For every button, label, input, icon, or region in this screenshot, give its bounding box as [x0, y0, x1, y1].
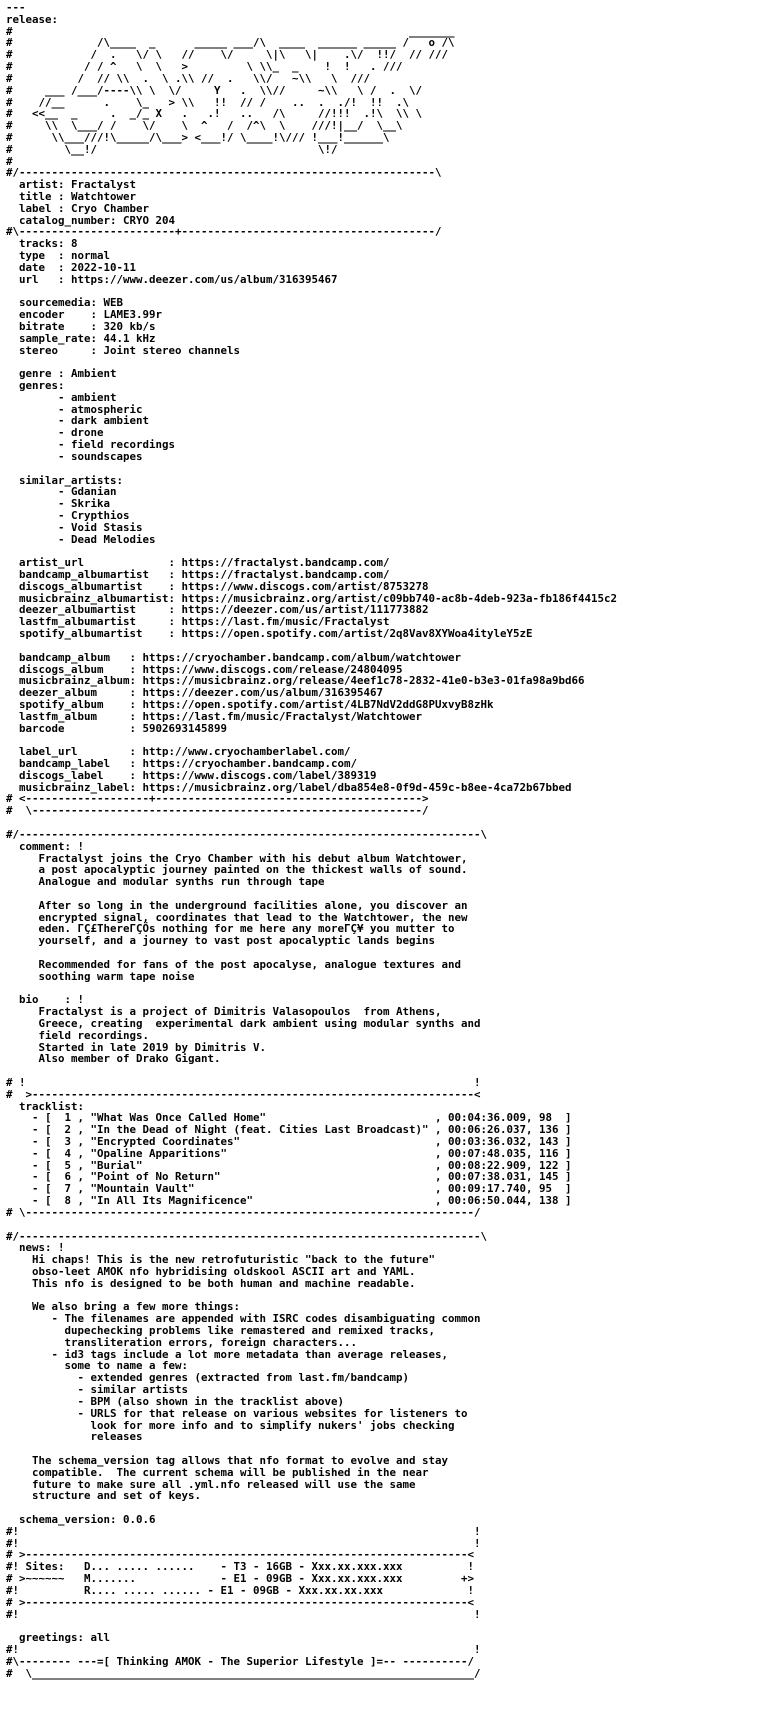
nfo-line: #! Sites: D... ..... ...... - T3 - 16GB - Xxx.xx.xxx.xxx !: [6, 1560, 475, 1574]
nfo-line: #\-------- ---=[ Thinking AMOK - The Superior Lifestyle ]=-- ----------/: [6, 1654, 475, 1668]
nfo-line: url : https://www.deezer.com/us/album/316395467: [6, 272, 338, 286]
nfo-line: The schema_version tag allows that nfo format to evolve and stay: [6, 1453, 449, 1467]
nfo-line: # \------------------------------------------------------------/: [6, 804, 429, 818]
nfo-line: # / / ^ \ \ > \ \\_ _ ! ! . ///: [6, 60, 403, 74]
nfo-line: #! !: [6, 1607, 481, 1621]
nfo-line: - [ 2 , "In the Dead of Night (feat. Cities Last Broadcast)" , 00:06:26.037, 136 ]: [6, 1123, 572, 1137]
nfo-line: #! !: [6, 1524, 481, 1538]
nfo-line: deezer_album : https://deezer.com/us/album/316395467: [6, 686, 384, 700]
nfo-line: bandcamp_albumartist : https://fractalyst.bandcamp.com/: [6, 568, 390, 581]
nfo-line: Greece, creating experimental dark ambient using modular synths and: [6, 1016, 481, 1030]
nfo-line: - soundscapes: [6, 449, 143, 463]
nfo-line: #/-----------------------------------------------------------------------\: [6, 1229, 488, 1243]
nfo-line: #/-----------------------------------------------------------------------\: [6, 827, 488, 841]
nfo-line: - Crypthios: [6, 508, 130, 522]
nfo-line: #: [6, 154, 13, 168]
nfo-line: - [ 6 , "Point of No Return" , 00:07:38.031, 145 ]: [6, 1170, 572, 1184]
nfo-line: - [ 5 , "Burial" , 00:08:22.909, 122 ]: [6, 1158, 572, 1172]
nfo-line: bandcamp_label : https://cryochamber.bandcamp.com/: [6, 757, 358, 770]
nfo-line: Fractalyst joins the Cryo Chamber with his debut album Watchtower,: [6, 851, 468, 865]
nfo-line: barcode : 5902693145899: [6, 721, 228, 735]
nfo-line: # _______: [6, 24, 455, 38]
nfo-line: sample_rate: 44.1 kHz: [6, 331, 156, 345]
nfo-line: # //__ . \_ > \\ !! // / .. . ./! !! .\: [6, 95, 410, 109]
nfo-line: #\------------------------+---------------------------------------/: [6, 225, 442, 239]
nfo-line: dupechecking problems like remastered and remixed tracks,: [6, 1324, 436, 1337]
nfo-line: encrypted signal, coordinates that lead to the Watchtower, the new: [6, 910, 468, 924]
nfo-line: label_url : http://www.cryochamberlabel.com/: [6, 745, 351, 759]
nfo-line: - id3 tags include a lot more metadata than average releases,: [6, 1347, 449, 1361]
nfo-line: # / // \\ . \ .\\ // . \\/ ~\\ \ ///: [6, 71, 371, 85]
nfo-line: # \\___///!\_____/\___> <___!/ \____!\/// !___!______\: [6, 130, 390, 144]
nfo-line: structure and set of keys.: [6, 1489, 202, 1503]
nfo-line: - Dead Melodies: [6, 532, 156, 546]
nfo-line: # >~~~~~~ M....... - E1 - 09GB - Xxx.xx.xxx.xxx +>: [6, 1572, 475, 1586]
nfo-line: Fractalyst is a project of Dimitris Valasopoulos from Athens,: [6, 1005, 442, 1019]
nfo-line: catalog_number: CRYO 204: [6, 213, 176, 227]
nfo-line: - BPM (also shown in the tracklist above): [6, 1394, 345, 1408]
nfo-line: [6, 1219, 768, 1231]
nfo-line: - [ 4 , "Opaline Apparitions" , 00:07:48.035, 116 ]: [6, 1146, 572, 1160]
nfo-line: # \---------------------------------------------------------------------/: [6, 1205, 481, 1219]
nfo-line: schema_version: 0.0.6: [6, 1513, 156, 1526]
nfo-line: stereo : Joint stereo channels: [6, 343, 241, 357]
nfo-line: # >--------------------------------------------------------------------<: [6, 1548, 475, 1562]
nfo-line: - [ 7 , "Mountain Vault" , 00:09:17.740, 95 ]: [6, 1182, 572, 1196]
nfo-line: tracks: 8: [6, 237, 78, 251]
nfo-line: # <<__ _ . _/_ X . .! .. /\ //!!! .!\ \\ \: [6, 107, 423, 121]
nfo-line: field recordings.: [6, 1028, 150, 1042]
nfo-line: # /\____ _ _____ ___/\ ____ ______ _____ / o /\: [6, 36, 455, 50]
nfo-line: transliteration errors, foreign characters...: [6, 1335, 358, 1349]
nfo-line: - [ 3 , "Encrypted Coordinates" , 00:03:36.032, 143 ]: [6, 1135, 572, 1148]
nfo-line: [6, 356, 768, 368]
nfo-line: - [ 8 , "In All Its Magnificence" , 00:06:50.044, 138 ]: [6, 1194, 572, 1208]
nfo-line: discogs_album : https://www.discogs.com/release/24804095: [6, 662, 403, 676]
nfo-line: soothing warm tape noise: [6, 969, 195, 983]
nfo-line: news: !: [6, 1241, 65, 1255]
nfo-line: musicbrainz_album: https://musicbrainz.org/release/4eef1c78-2832-41e0-b3e3-01fa98a9bd66: [6, 674, 585, 688]
nfo-line: yourself, and a journey to vast post apocalyptic lands begins: [6, 934, 436, 948]
nfo-line: # ___ /___/----\\ \ \/ Y . \\// ~\\ \ / . \/: [6, 83, 423, 97]
nfo-line: # \\ \___/ / \/ \ ^ / /^\ \ ///!|__/ \__\: [6, 119, 403, 133]
nfo-line: spotify_album : https://open.spotify.com/artist/4LB7NdV2ddG8PUxvyB8zHk: [6, 697, 494, 711]
nfo-line: date : 2022-10-11: [6, 260, 137, 274]
nfo-line: look for more info and to simplify nukers' jobs checking: [6, 1418, 455, 1432]
nfo-line: Also member of Drako Gigant.: [6, 1052, 221, 1066]
nfo-line: - dark ambient: [6, 414, 150, 428]
nfo-line: - Skrika: [6, 497, 111, 511]
nfo-line: bandcamp_album : https://cryochamber.bandcamp.com/album/watchtower: [6, 650, 462, 664]
nfo-line: ---: [6, 1, 26, 14]
nfo-line: artist_url : https://fractalyst.bandcamp.com/: [6, 556, 390, 570]
nfo-line: lastfm_album : https://last.fm/music/Fractalyst/Watchtower: [6, 709, 423, 723]
nfo-line: [6, 463, 768, 475]
nfo-line: #! R.... ..... ...... - E1 - 09GB - Xxx.xx.xx.xxx !: [6, 1583, 475, 1597]
nfo-line: greetings: all: [6, 1631, 111, 1645]
nfo-line: genre : Ambient: [6, 367, 117, 381]
nfo-line: Started in late 2019 by Dimitris V.: [6, 1040, 267, 1054]
nfo-line: #/----------------------------------------------------------------\: [6, 166, 442, 180]
nfo-line: obso-leet AMOK nfo hybridising oldskool ASCII art and YAML.: [6, 1264, 416, 1278]
nfo-line: # \__!/ \!/: [6, 142, 338, 156]
nfo-line: tracklist:: [6, 1099, 85, 1113]
nfo-line: - Void Stasis: [6, 520, 143, 534]
nfo-line: Hi chaps! This is the new retrofuturistic "back to the future": [6, 1253, 436, 1267]
nfo-line: #! !: [6, 1642, 481, 1656]
nfo-line: - The filenames are appended with ISRC codes disambiguating common: [6, 1312, 481, 1326]
nfo-line: release:: [6, 12, 59, 26]
nfo-line: [6, 888, 768, 900]
nfo-line: releases: [6, 1430, 143, 1444]
nfo-line: #! !: [6, 1536, 481, 1550]
nfo-line: musicbrainz_label: https://musicbrainz.org/label/dba854e8-0f9d-459c-b8ee-4ca72b67bbed: [6, 780, 572, 794]
nfo-line: - similar artists: [6, 1383, 189, 1397]
nfo-line: # \____________________________________________________________________/: [6, 1666, 481, 1680]
nfo-line: artist: Fractalyst: [6, 178, 137, 192]
nfo-line: type : normal: [6, 249, 111, 263]
nfo-line: comment: !: [6, 839, 85, 853]
nfo-line: - [ 1 , "What Was Once Called Home" , 00:04:36.009, 98 ]: [6, 1111, 572, 1125]
nfo-line: label : Cryo Chamber: [6, 201, 150, 215]
nfo-line: similar_artists:: [6, 473, 124, 487]
nfo-line: - Gdanian: [6, 485, 117, 499]
nfo-line: # >--------------------------------------------------------------------<: [6, 1087, 481, 1101]
nfo-line: We also bring a few more things:: [6, 1300, 241, 1314]
nfo-line: a post apocalyptic journey painted on the thickest walls of sound.: [6, 863, 468, 877]
nfo-line: genres:: [6, 379, 65, 392]
nfo-line: - drone: [6, 426, 104, 440]
nfo-line: encoder : LAME3.99r: [6, 308, 163, 322]
nfo-line: discogs_albumartist : https://www.discogs.com/artist/8753278: [6, 579, 429, 593]
nfo-line: # ! !: [6, 1075, 481, 1089]
nfo-line: - extended genres (extracted from last.fm/bandcamp): [6, 1371, 410, 1385]
nfo-line: - ambient: [6, 390, 117, 404]
nfo-line: This nfo is designed to be both human and machine readable.: [6, 1276, 416, 1290]
nfo-line: eden. ΓÇ£ThereΓÇÖs nothing for me here any moreΓÇ¥ you mutter to: [6, 922, 455, 936]
nfo-line: [6, 640, 768, 652]
nfo-line: bio : !: [6, 993, 85, 1007]
nfo-line: spotify_albumartist : https://open.spotify.com/artist/2q8Vav8XYWoa4ityleY5zE: [6, 627, 533, 641]
nfo-line: [6, 982, 768, 994]
nfo-line: After so long in the underground facilities alone, you discover an: [6, 898, 468, 912]
nfo-line: sourcemedia: WEB: [6, 296, 124, 310]
nfo-line: # <-------------------+----------------------------------------->: [6, 792, 429, 806]
nfo-line: deezer_albumartist : https://deezer.com/us/artist/111773882: [6, 603, 429, 617]
nfo-line: [6, 1620, 768, 1632]
nfo-line: some to name a few:: [6, 1359, 189, 1373]
nfo-line: - URLS for that release on various websites for listeners to: [6, 1406, 468, 1420]
nfo-line: future to make sure all .yml.nfo released will use the same: [6, 1477, 416, 1491]
nfo-line: compatible. The current schema will be published in the near: [6, 1465, 429, 1479]
nfo-line: discogs_label : https://www.discogs.com/label/389319: [6, 768, 377, 782]
nfo-line: title : Watchtower: [6, 190, 137, 203]
nfo-line: lastfm_albumartist : https://last.fm/music/Fractalyst: [6, 615, 390, 629]
nfo-line: Recommended for fans of the post apocalyse, analogue textures and: [6, 957, 462, 971]
nfo-line: Analogue and modular synths run through tape: [6, 875, 325, 889]
nfo-line: - field recordings: [6, 438, 176, 452]
nfo-line: # / . \/ \ // \/ \|\ \| .\/ !!/ // ///: [6, 48, 449, 62]
nfo-line: bitrate : 320 kb/s: [6, 319, 156, 333]
nfo-line: # >--------------------------------------------------------------------<: [6, 1595, 475, 1609]
nfo-line: musicbrainz_albumartist: https://musicbrainz.org/artist/c09bb740-ac8b-4deb-923a-fb186f4415c2: [6, 591, 618, 605]
nfo-line: - atmospheric: [6, 402, 143, 416]
